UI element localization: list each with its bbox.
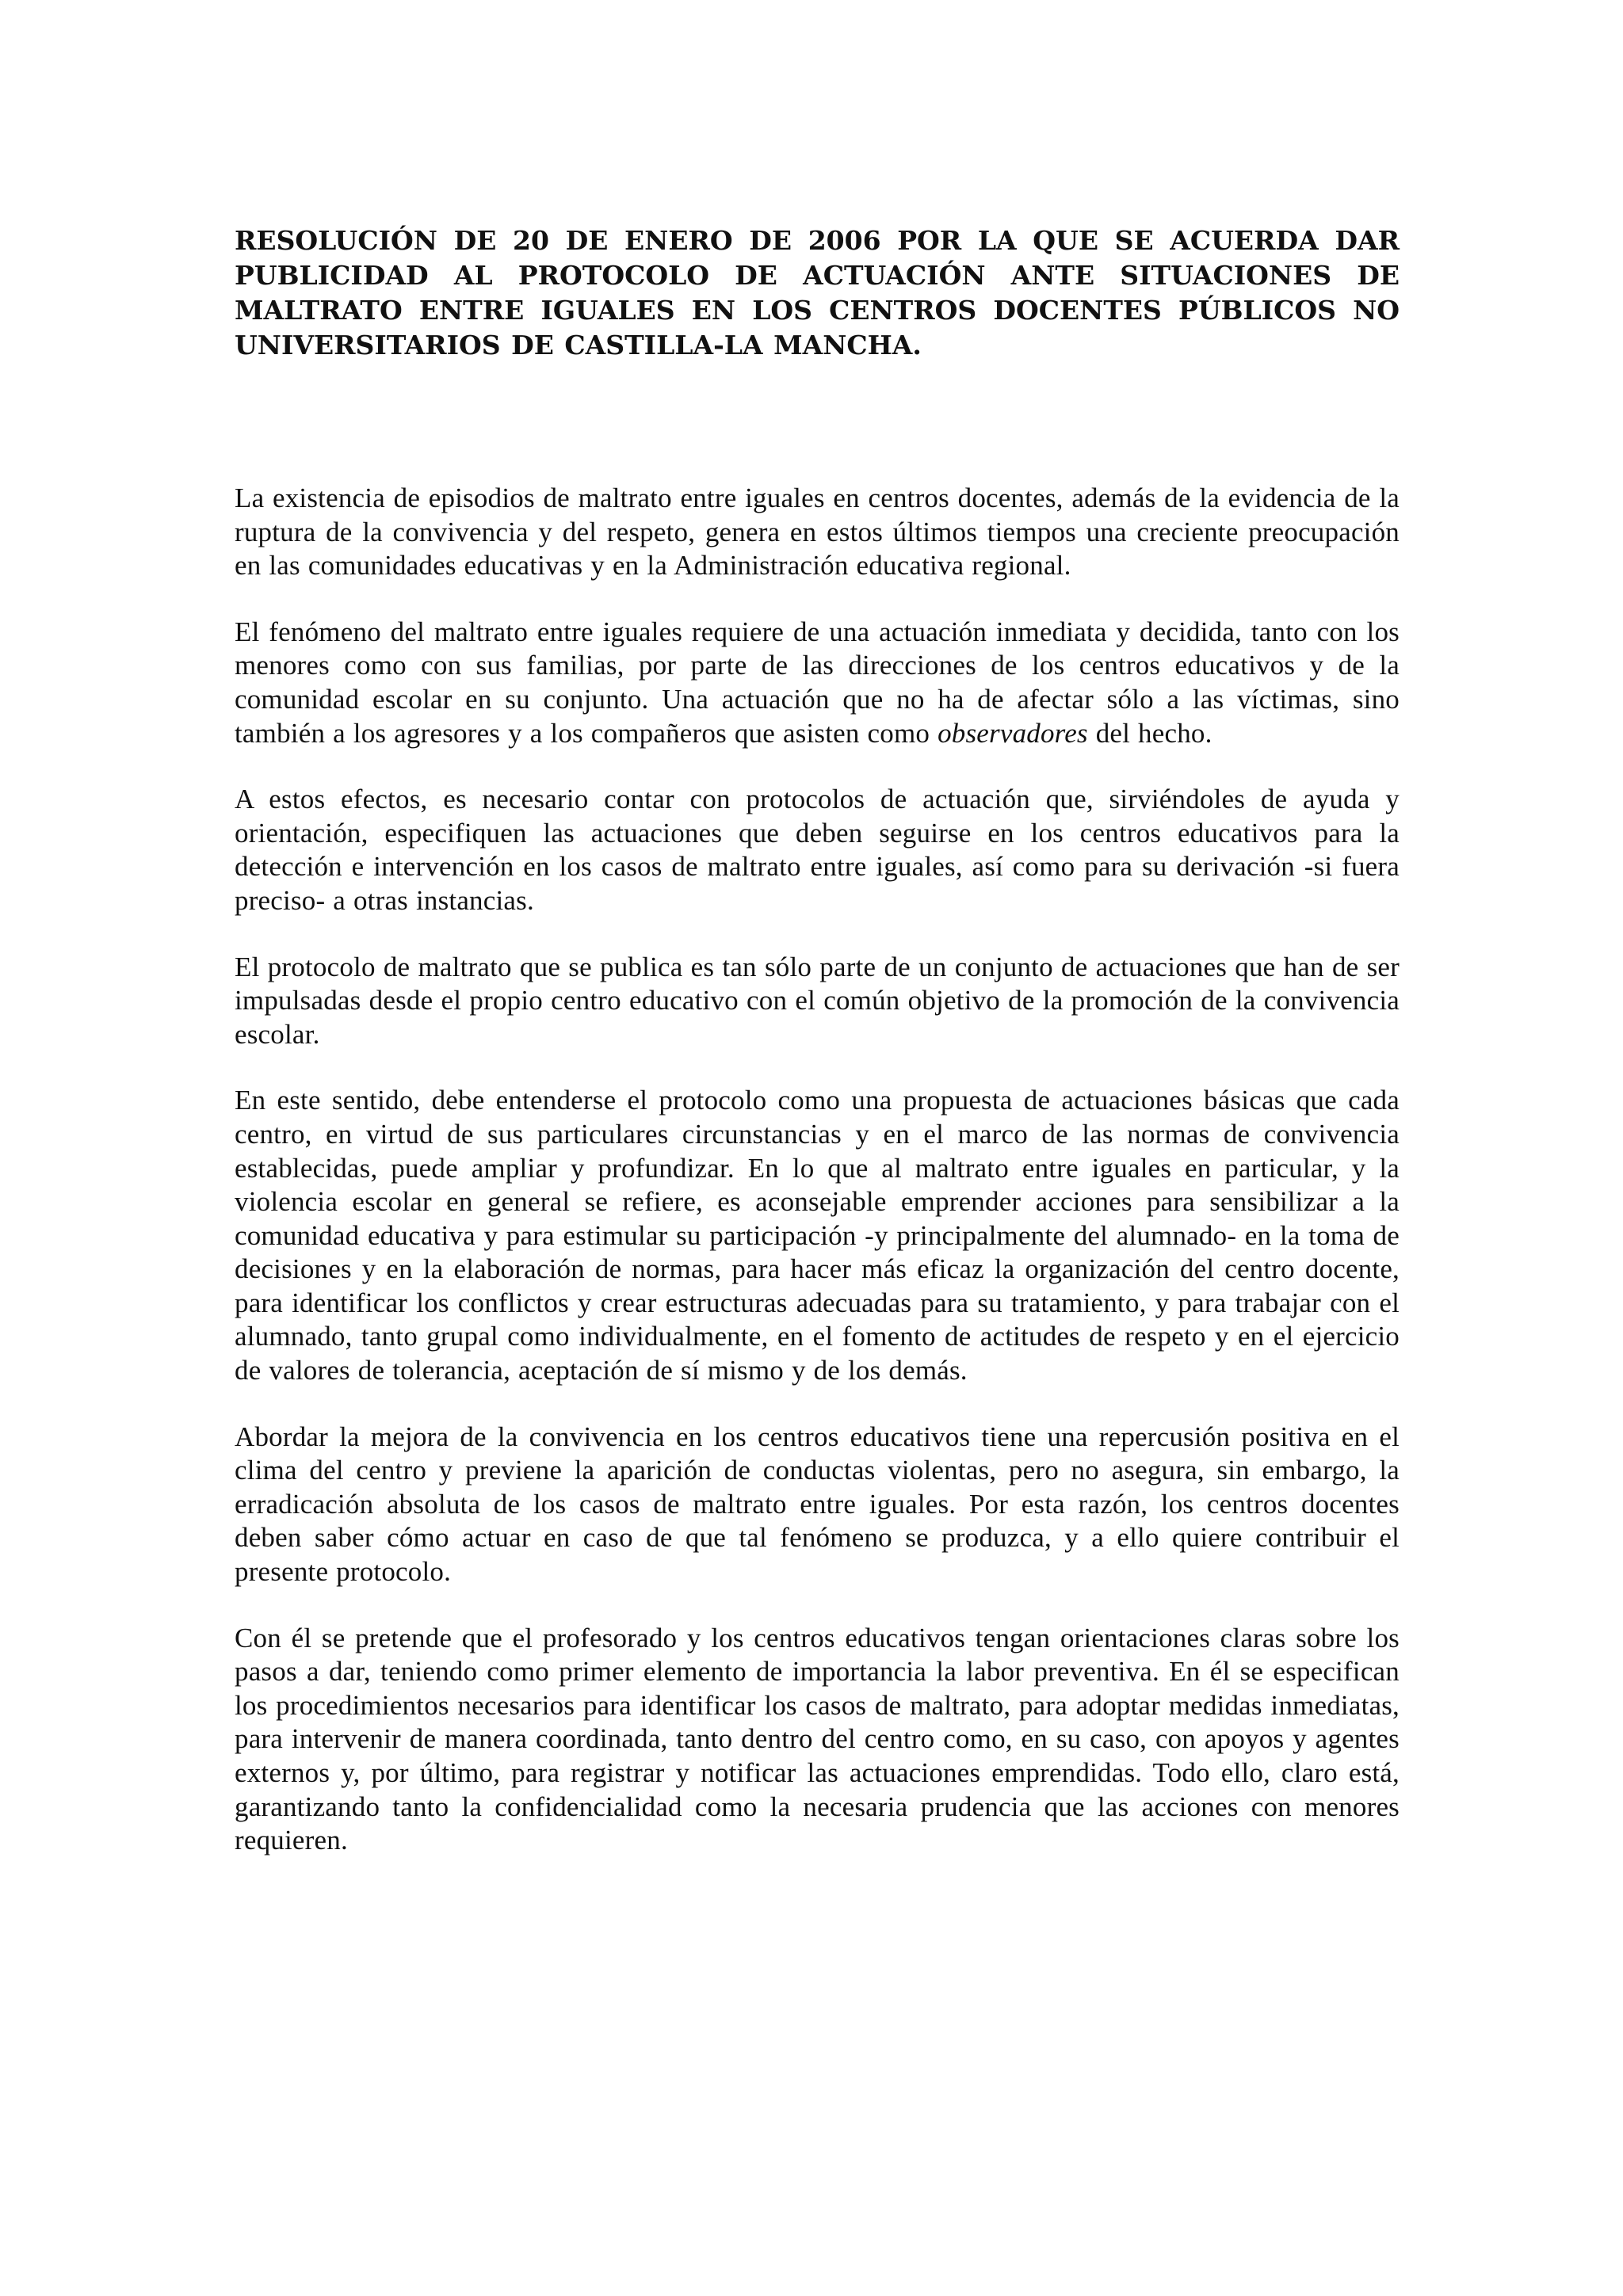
document-body [235,482,1400,1858]
document-title: RESOLUCIÓN DE 20 DE ENERO DE 2006 POR LA QUE SE ACUERDA DAR PUBLICIDAD AL PROTOCOLO DE ACTUACIÓN ANTE SITUACIONES DE MALTRATO ENTRE IGUALES EN LOS CENTROS DOCENTES PÚBLICOS NO UNIVERSITARIOS DE CASTILLA-LA MANCHA. [235,225,1400,360]
paragraph-5: En este sentido, debe entenderse el protocolo como una propuesta de actuaciones básicas que cada centro, en virtud de sus particulares circunstancias y en el marco de las normas de convivencia establecidas, puede ampliar y profundizar. En lo que al maltrato entre iguales en particular, y la violencia escolar en general se refiere, es aconsejable emprender acciones para sensibilizar a la comunidad educativa y para estimular su participación -y principalmente del alumnado- en la toma de decisiones y en la elaboración de normas, para hacer más eficaz la organización del centro docente, para identificar los conflictos y crear estructuras adecuadas para su tratamiento, y para trabajar con el alumnado, tanto grupal como individualmente, en el fomento de actitudes de respeto y en el ejercicio de valores de tolerancia, aceptación de sí mismo y de los demás. [235,1085,1400,1386]
paragraph-4: El protocolo de maltrato que se publica es tan sólo parte de un conjunto de actuaciones que han de ser impulsadas desde el propio centro educativo con el común objetivo de la promoción de la convivencia escolar. [235,951,1400,1050]
paragraph-6: Abordar la mejora de la convivencia en los centros educativos tiene una repercusión positiva en el clima del centro y previene la aparición de conductas violentas, pero no asegura, sin embargo, la erradicación absoluta de los casos de maltrato entre iguales. Por esta razón, los centros docentes deben saber cómo actuar en caso de que tal fenómeno se produzca, y a ello quiere contribuir el presente protocolo. [235,1421,1400,1588]
paragraph-3: A estos efectos, es necesario contar con protocolos de actuación que, sirviéndoles de ayuda y orientación, especifiquen las actuaciones que deben seguirse en los centros educativos para la detección e intervención en los casos de maltrato entre iguales, así como para su derivación -si fuera preciso- a otras instancias. [235,784,1400,916]
paragraph-2-text: El fenómeno del maltrato entre iguales requiere de una actuación inmediata y decidida, tanto con los menores como con sus familias, por parte de las direcciones de los centros educativos y de la comunidad escolar en su conjunto. Una actuación que no ha de afectar sólo a las víctimas, sino también a los agresores y a los compañeros que asisten como [235,616,1400,749]
paragraph-2-italic: observadores [938,717,1088,749]
paragraph-2-end: del hecho. [1087,717,1212,749]
document-page [235,223,1400,1890]
paragraph-1: La existencia de episodios de maltrato entre iguales en centros docentes, además de la evidencia de la ruptura de la convivencia y del respeto, genera en estos últimos tiempos una creciente preocupación en las comunidades educativas y en la Administración educativa regional. [235,482,1400,582]
paragraph-7: Con él se pretende que el profesorado y los centros educativos tengan orientaciones claras sobre los pasos a dar, teniendo como primer elemento de importancia la labor preventiva. En él se especifican los procedimientos necesarios para identificar los casos de maltrato, para adoptar medidas inmediatas, para intervenir de manera coordinada, tanto dentro del centro como, en su caso, con apoyos y agentes externos y, por último, para registrar y notificar las actuaciones emprendidas. Todo ello, claro está, garantizando tanto la confidencialidad como la necesaria prudencia que las acciones con menores requieren. [235,1622,1400,1856]
paragraph-2 [235,616,1400,750]
